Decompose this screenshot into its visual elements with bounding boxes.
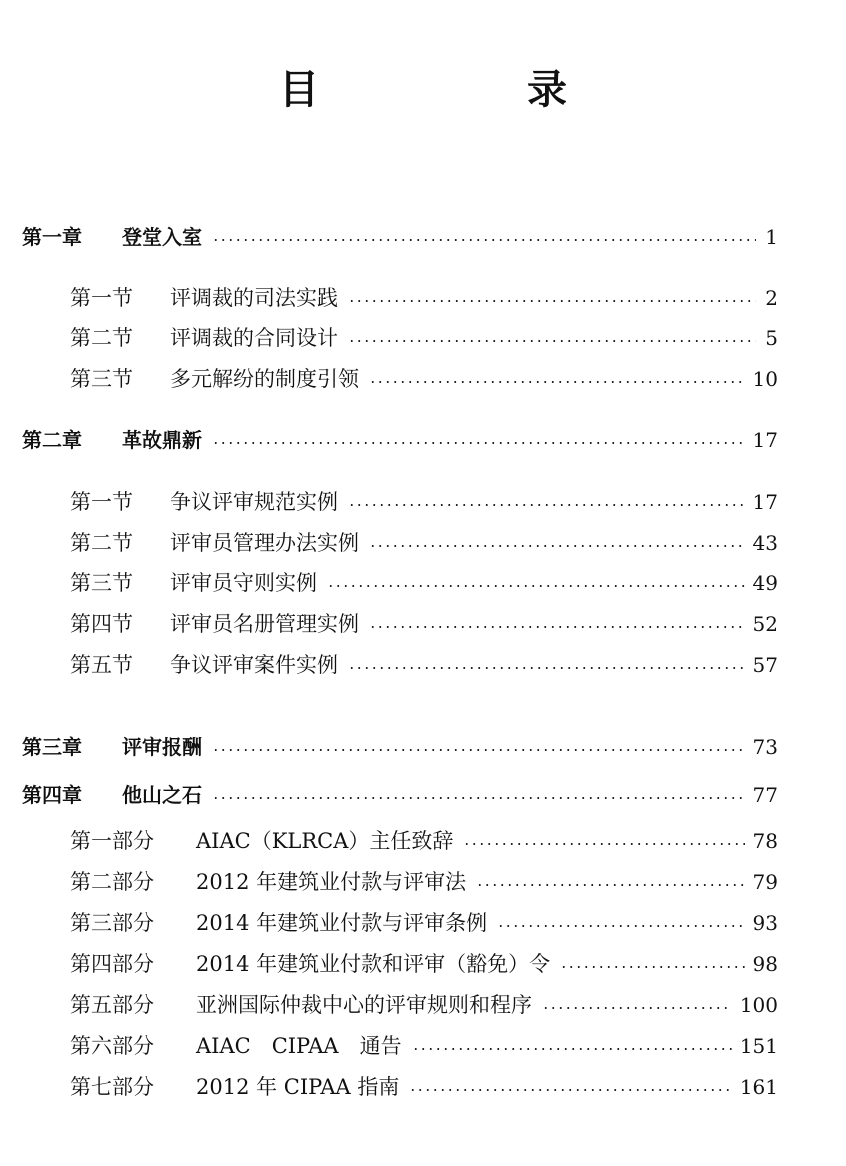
toc-entry-label xyxy=(70,906,487,940)
dot-leader xyxy=(348,340,756,342)
dot-leader xyxy=(369,381,745,383)
toc-entry-title: 他山之石 xyxy=(122,783,202,807)
toc-entry-number: 第四部分 xyxy=(70,952,154,976)
dot-leader xyxy=(560,966,744,968)
toc-entry-title: 革故鼎新 xyxy=(122,428,202,452)
toc-entry-number: 第二节 xyxy=(70,326,133,350)
toc-entry-label xyxy=(70,1029,402,1063)
toc-section-entry[interactable] xyxy=(70,321,778,355)
toc-entry-label xyxy=(70,321,338,355)
toc-entry-title: 评调裁的司法实践 xyxy=(170,286,338,310)
toc-entry-title: 2012 年 CIPAA 指南 xyxy=(196,1075,400,1099)
toc-entry-label xyxy=(70,865,466,899)
toc-entry-title: 登堂入室 xyxy=(122,225,202,249)
toc-entry-number: 第三章 xyxy=(22,735,82,759)
toc-section-entry[interactable] xyxy=(70,485,778,519)
toc-entry-number: 第三节 xyxy=(70,571,133,595)
toc-chapter-entry[interactable] xyxy=(22,220,778,254)
toc-section-entry[interactable] xyxy=(70,607,778,641)
toc-page-number: 49 xyxy=(752,571,778,595)
toc-entry-label xyxy=(70,526,359,560)
toc-entry-number: 第一节 xyxy=(70,286,133,310)
dot-leader xyxy=(369,545,745,547)
toc-entry-number: 第二章 xyxy=(22,428,82,452)
toc-chapter-entry[interactable] xyxy=(22,423,778,457)
toc-entry-number: 第三节 xyxy=(70,367,133,391)
toc-page-number: 43 xyxy=(752,531,778,555)
toc-entry-number: 第五部分 xyxy=(70,993,154,1017)
toc-section-entry[interactable] xyxy=(70,648,778,682)
toc-section-entry[interactable] xyxy=(70,1029,778,1063)
toc-page-number: 73 xyxy=(752,735,778,759)
dot-leader xyxy=(369,626,745,628)
toc-entry-title: 评审报酬 xyxy=(122,735,202,759)
toc-page-number: 1 xyxy=(765,225,778,249)
toc-section-entry[interactable] xyxy=(70,824,778,858)
toc-entry-label xyxy=(70,485,338,519)
toc-page-number: 2 xyxy=(765,286,778,310)
toc-entry-label xyxy=(70,607,359,641)
toc-chapter-entry[interactable] xyxy=(22,730,778,764)
toc-page-number: 17 xyxy=(752,490,778,514)
toc-entry-title: 2014 年建筑业付款和评审（豁免）令 xyxy=(196,952,551,976)
toc-entry-label xyxy=(22,730,202,764)
toc-page-number: 10 xyxy=(752,367,778,391)
toc-entry-number: 第七部分 xyxy=(70,1075,154,1099)
dot-leader xyxy=(348,300,756,302)
toc-page-number: 161 xyxy=(739,1075,778,1099)
dot-leader xyxy=(476,884,744,886)
toc-section-entry[interactable] xyxy=(70,988,778,1022)
toc-entry-label xyxy=(70,566,317,600)
toc-entry-title: 评审员管理办法实例 xyxy=(170,531,359,555)
toc-entry-title: 争议评审案件实例 xyxy=(170,653,338,677)
dot-leader xyxy=(212,797,745,799)
toc-entry-number: 第四章 xyxy=(22,783,82,807)
dot-leader xyxy=(348,504,745,506)
toc-entry-label xyxy=(70,362,359,396)
toc-entry-label xyxy=(70,648,338,682)
toc-entry-label xyxy=(70,824,453,858)
toc-page-number: 151 xyxy=(739,1034,778,1058)
toc-entry-label xyxy=(22,220,202,254)
toc-entry-label xyxy=(70,281,338,315)
toc-entry-number: 第四节 xyxy=(70,612,133,636)
toc-section-entry[interactable] xyxy=(70,947,778,981)
page-title: 目 录 xyxy=(279,67,651,113)
toc-entry-title: 评调裁的合同设计 xyxy=(170,326,338,350)
toc-section-entry[interactable] xyxy=(70,1070,778,1104)
toc-page-number: 100 xyxy=(739,993,778,1017)
toc-section-entry[interactable] xyxy=(70,281,778,315)
dot-leader xyxy=(212,442,745,444)
toc-entry-title: 评审员名册管理实例 xyxy=(170,612,359,636)
toc-entry-title: 亚洲国际仲裁中心的评审规则和程序 xyxy=(196,993,532,1017)
toc-entry-number: 第二部分 xyxy=(70,870,154,894)
toc-page-number: 79 xyxy=(752,870,778,894)
dot-leader xyxy=(463,843,744,845)
dot-leader xyxy=(327,585,745,587)
dot-leader xyxy=(497,925,744,927)
toc-entry-label xyxy=(70,1070,399,1104)
toc-entry-number: 第一部分 xyxy=(70,829,154,853)
toc-page-number: 57 xyxy=(752,653,778,677)
toc-entry-number: 第六部分 xyxy=(70,1034,154,1058)
toc-entry-title: AIAC（KLRCA）主任致辞 xyxy=(196,829,454,853)
toc-section-entry[interactable] xyxy=(70,362,778,396)
toc-page-number: 17 xyxy=(752,428,778,452)
toc-chapter-entry[interactable] xyxy=(22,778,778,812)
dot-leader xyxy=(409,1089,731,1091)
toc-section-entry[interactable] xyxy=(70,906,778,940)
toc-section-entry[interactable] xyxy=(70,566,778,600)
toc-page-number: 93 xyxy=(752,911,778,935)
dot-leader xyxy=(348,667,745,669)
toc-entry-title: AIAC CIPAA 通告 xyxy=(196,1034,402,1058)
toc-page-number: 78 xyxy=(752,829,778,853)
dot-leader xyxy=(212,749,745,751)
toc-page-number: 5 xyxy=(765,326,778,350)
toc-page-number: 77 xyxy=(752,783,778,807)
toc-entry-number: 第五节 xyxy=(70,653,133,677)
toc-entry-title: 2014 年建筑业付款与评审条例 xyxy=(196,911,488,935)
toc-entry-title: 2012 年建筑业付款与评审法 xyxy=(196,870,467,894)
dot-leader xyxy=(412,1048,732,1050)
toc-page-number: 52 xyxy=(752,612,778,636)
dot-leader xyxy=(212,239,756,241)
toc-entry-title: 多元解纷的制度引领 xyxy=(170,367,359,391)
toc-entry-number: 第三部分 xyxy=(70,911,154,935)
toc-entry-label xyxy=(22,423,202,457)
toc-entry-title: 评审员守则实例 xyxy=(170,571,317,595)
toc-entry-number: 第一节 xyxy=(70,490,133,514)
dot-leader xyxy=(542,1007,732,1009)
toc-page-number: 98 xyxy=(752,952,778,976)
toc-section-entry[interactable] xyxy=(70,865,778,899)
toc-entry-number: 第二节 xyxy=(70,531,133,555)
toc-entry-title: 争议评审规范实例 xyxy=(170,490,338,514)
toc-entry-label xyxy=(70,947,550,981)
toc-entry-label xyxy=(70,988,532,1022)
toc-section-entry[interactable] xyxy=(70,526,778,560)
toc-entry-label xyxy=(22,778,202,812)
toc-entry-number: 第一章 xyxy=(22,225,82,249)
